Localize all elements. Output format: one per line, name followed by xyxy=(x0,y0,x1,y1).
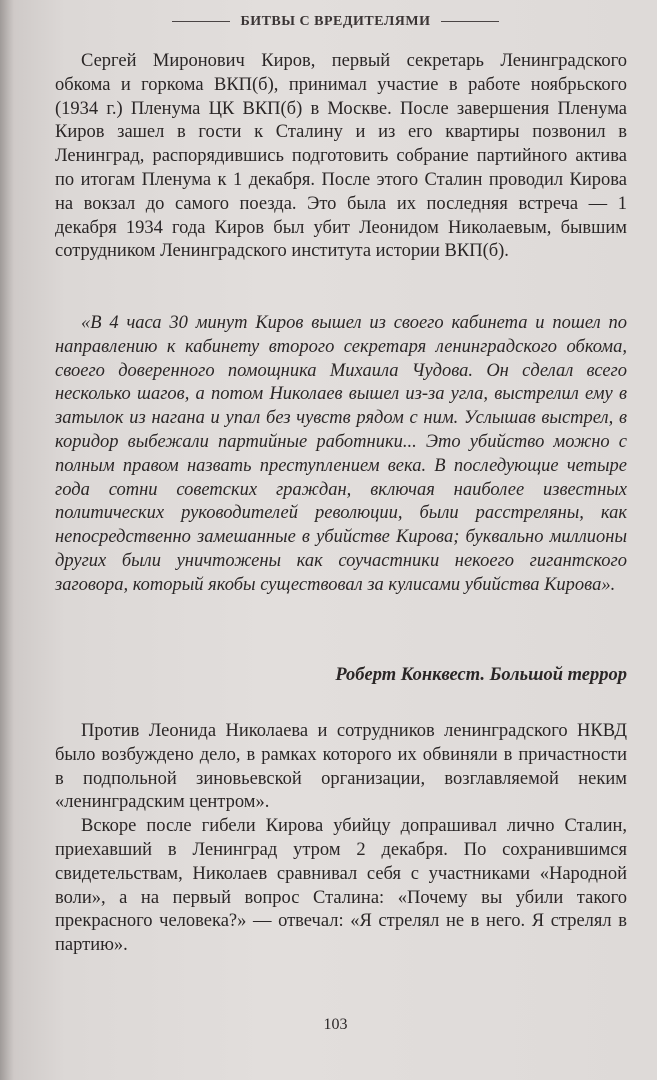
running-header xyxy=(14,14,657,30)
book-gutter xyxy=(0,0,14,1080)
header-rule-left xyxy=(172,21,230,22)
quote-attribution: Роберт Конквест. Большой террор xyxy=(335,665,627,685)
quote-text: «В 4 часа 30 минут Киров вышел из своего кабинета и пошел по направлению к кабинету второго секретаря ленинградского обкома, своего доверенного помощника Михаила Чудова. Он сделал всего несколько шагов, а потом Николаев вышел из-за угла, выстрелил ему в затылок из нагана и упал без чувств рядом с ним. Услышав выстрел, в коридор выбежали партийные работники... Это убийство можно с полным правом назвать преступлением века. В последующие четыре года сотни советских граждан, включая наиболее известных политических руководителей революции, были расстреляны, как непосредственно замешанные в убийстве Кирова; буквально миллионы других были уничтожены как соучастники некоего гигантского заговора, который якобы существовал за кулисами убийства Кирова». xyxy=(55,313,627,595)
intro-paragraph: Сергей Миронович Киров, первый секретарь Ленинградского обкома и горкома ВКП(б), принимал участие в работе ноябрьского (1934 г.) Пленума ЦК ВКП(б) в Москве. После завершения Пленума Киров зашел в гости к Сталину и из его квартиры позвонил в Ленинград, распорядившись подготовить собрание партийного актива по итогам Пленума к 1 декабря. После этого Сталин проводил Кирова на вокзал до самого поезда. Это была их последняя встреча — 1 декабря 1934 года Киров был убит Леонидом Николаевым, бывшим сотрудником Ленинградского института истории ВКП(б). xyxy=(55,51,627,262)
body-section xyxy=(55,720,627,958)
running-title: БИТВЫ С ВРЕДИТЕЛЯМИ xyxy=(240,14,431,29)
page-number: 103 xyxy=(323,1016,348,1033)
body-paragraph-1: Против Леонида Николаева и сотрудников ленинградского НКВД было возбуждено дело, в рамках которого их обвиняли в причастности в подпольной зиновьевской организации, возглавляемой неким «ленинградским центром». xyxy=(55,721,627,813)
body-paragraph-2: Вскоре после гибели Кирова убийцу допрашивал лично Сталин, приехавший в Ленинград утром 2 декабря. По сохранившимся свидетельствам, Николаев сравнивал себя с участниками «Народной воли», а на первый вопрос Сталина: «Почему вы убили такого прекрасного человека?» — отвечал: «Я стрелял не в него. Я стрелял в партию». xyxy=(55,816,627,956)
intro-section xyxy=(55,50,627,264)
header-rule-right xyxy=(441,21,499,22)
quote-block xyxy=(55,312,627,598)
